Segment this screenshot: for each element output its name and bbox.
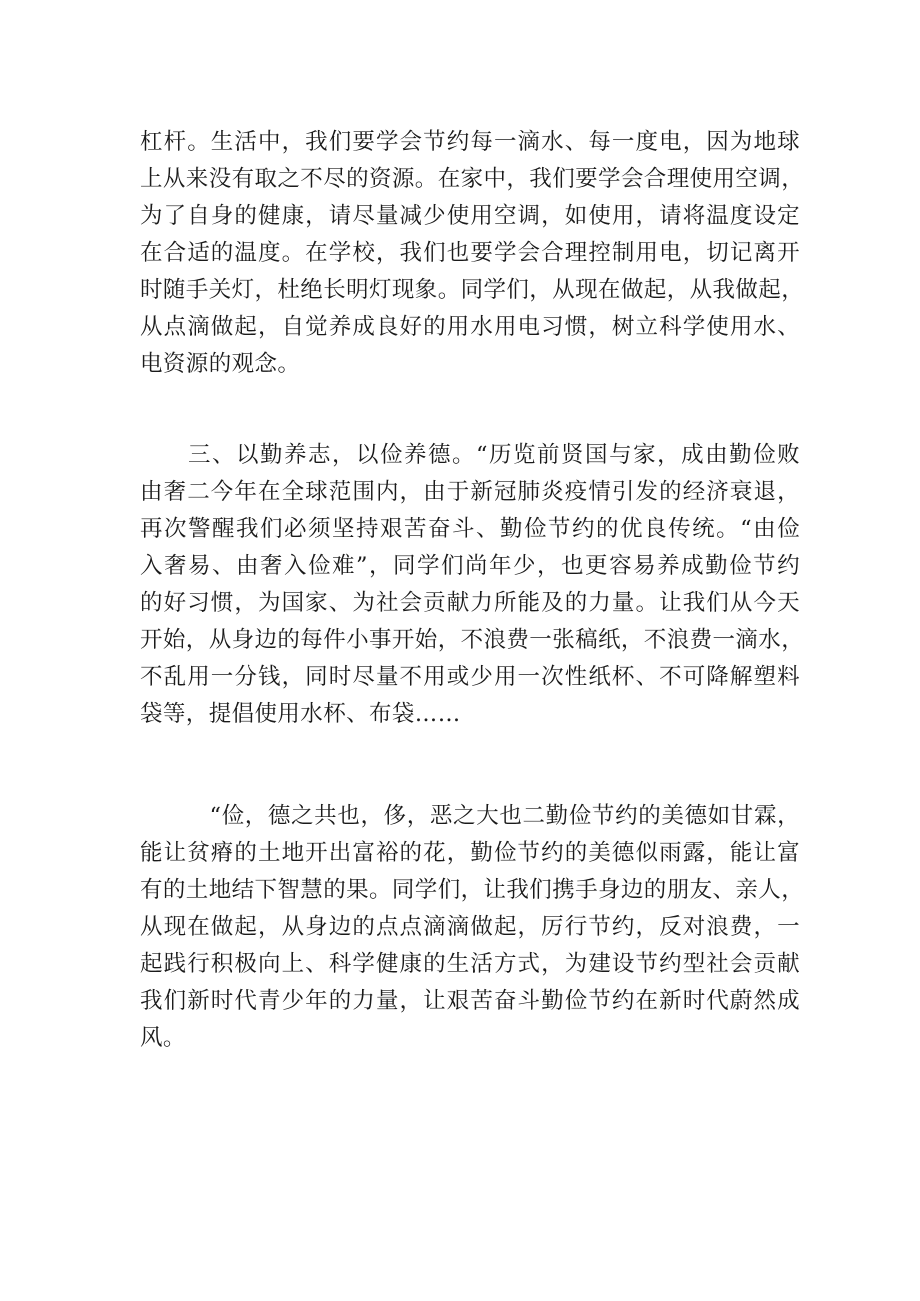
text-line: 在合适的温度。在学校，我们也要学会合理控制用电，切记离开 — [140, 240, 800, 266]
text-line: 时随手关灯，杜绝长明灯现象。同学们，从现在做起，从我做起， — [140, 277, 805, 303]
text-line: 再次警醒我们必须坚持艰苦奋斗、勤俭节约的优良传统。“由俭 — [140, 516, 800, 542]
text-line: 开始，从身边的每件小事开始，不浪费一张稿纸，不浪费一滴水， — [140, 627, 805, 653]
text-line: 起践行积极向上、科学健康的生活方式，为建设节约型社会贡献 — [140, 951, 800, 977]
text-line: 能让贫瘠的土地开出富裕的花，勤俭节约的美德似雨露，能让富 — [140, 840, 800, 866]
paragraph-saving-water-electricity — [140, 124, 805, 383]
text-line: “俭，德之共也，侈，恶之大也二勤俭节约的美德如甘霖， — [140, 803, 800, 829]
text-line: 有的土地结下智慧的果。同学们，让我们携手身边的朋友、亲人， — [140, 877, 805, 903]
text-line: 电资源的观念。 — [140, 351, 301, 377]
text-line: 上从来没有取之不尽的资源。在家中，我们要学会合理使用空调， — [140, 166, 805, 192]
text-line: 从现在做起，从身边的点点滴滴做起，厉行节约，反对浪费，一 — [140, 914, 800, 940]
paragraph-closing — [140, 798, 805, 1057]
paragraph-section-three — [140, 437, 805, 733]
text-line: 我们新时代青少年的力量，让艰苦奋斗勤俭节约在新时代蔚然成 — [140, 988, 800, 1014]
text-line: 由奢二今年在全球范围内，由于新冠肺炎疫情引发的经济衰退， — [140, 479, 800, 505]
text-line: 风。 — [140, 1025, 186, 1051]
text-line: 不乱用一分钱，同时尽量不用或少用一次性纸杯、不可降解塑料 — [140, 664, 800, 690]
text-line: 袋等，提倡使用水杯、布袋…… — [140, 701, 461, 727]
text-line: 杠杆。生活中，我们要学会节约每一滴水、每一度电，因为地球 — [140, 129, 800, 155]
text-line: 为了自身的健康，请尽量减少使用空调，如使用，请将温度设定 — [140, 203, 800, 229]
text-line: 入奢易、由奢入俭难”，同学们尚年少，也更容易养成勤俭节约 — [140, 553, 800, 579]
text-line: 从点滴做起，自觉养成良好的用水用电习惯，树立科学使用水、 — [140, 314, 800, 340]
text-line: 的好习惯，为国家、为社会贡献力所能及的力量。让我们从今天 — [140, 590, 800, 616]
text-line: 三、以勤养志，以俭养德。“历览前贤国与家，成由勤俭败 — [140, 442, 800, 468]
